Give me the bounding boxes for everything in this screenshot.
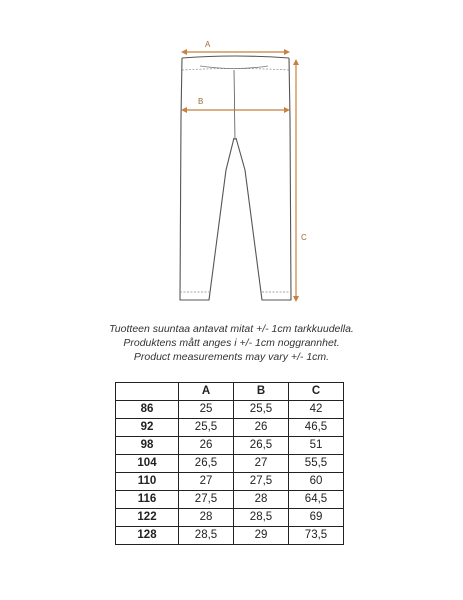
size-cell: 86 bbox=[116, 401, 179, 419]
value-c-cell: 51 bbox=[289, 437, 344, 455]
measure-c bbox=[293, 59, 299, 302]
table-header-row bbox=[116, 383, 344, 401]
label-c: C bbox=[301, 233, 307, 242]
value-c-cell: 73,5 bbox=[289, 527, 344, 545]
value-b-cell: 27,5 bbox=[234, 473, 289, 491]
size-table bbox=[115, 382, 344, 545]
value-c-cell: 42 bbox=[289, 401, 344, 419]
value-a-cell: 27,5 bbox=[179, 491, 234, 509]
header-c: C bbox=[289, 383, 344, 401]
value-a-cell: 28 bbox=[179, 509, 234, 527]
value-b-cell: 26 bbox=[234, 419, 289, 437]
size-cell: 98 bbox=[116, 437, 179, 455]
label-a: A bbox=[205, 40, 211, 49]
value-c-cell: 60 bbox=[289, 473, 344, 491]
table-row bbox=[116, 527, 344, 545]
table-row bbox=[116, 509, 344, 527]
value-b-cell: 26,5 bbox=[234, 437, 289, 455]
value-a-cell: 26 bbox=[179, 437, 234, 455]
table-row bbox=[116, 419, 344, 437]
value-a-cell: 25 bbox=[179, 401, 234, 419]
value-c-cell: 69 bbox=[289, 509, 344, 527]
value-b-cell: 27 bbox=[234, 455, 289, 473]
note-english: Product measurements may vary +/- 1cm. bbox=[133, 351, 330, 363]
size-table-wrap bbox=[115, 382, 344, 545]
leggings-outline bbox=[180, 56, 291, 300]
size-cell: 92 bbox=[116, 419, 179, 437]
value-b-cell: 29 bbox=[234, 527, 289, 545]
size-cell: 116 bbox=[116, 491, 179, 509]
label-b: B bbox=[198, 97, 204, 106]
measure-a bbox=[181, 49, 290, 55]
value-a-cell: 27 bbox=[179, 473, 234, 491]
size-cell: 110 bbox=[116, 473, 179, 491]
size-cell: 122 bbox=[116, 509, 179, 527]
table-row bbox=[116, 455, 344, 473]
value-c-cell: 46,5 bbox=[289, 419, 344, 437]
value-c-cell: 55,5 bbox=[289, 455, 344, 473]
table-row bbox=[116, 491, 344, 509]
note-swedish: Produktens mått anges i +/- 1cm noggrannhet. bbox=[123, 337, 340, 349]
value-a-cell: 26,5 bbox=[179, 455, 234, 473]
table-row bbox=[116, 437, 344, 455]
table-row bbox=[116, 473, 344, 491]
header-a: A bbox=[179, 383, 234, 401]
value-b-cell: 28,5 bbox=[234, 509, 289, 527]
note-finnish: Tuotteen suuntaa antavat mitat +/- 1cm tarkkuudella. bbox=[109, 323, 354, 335]
size-cell: 128 bbox=[116, 527, 179, 545]
header-corner bbox=[116, 383, 179, 401]
value-a-cell: 28,5 bbox=[179, 527, 234, 545]
value-b-cell: 28 bbox=[234, 491, 289, 509]
value-c-cell: 64,5 bbox=[289, 491, 344, 509]
table-row bbox=[116, 401, 344, 419]
measurement-note bbox=[0, 322, 463, 364]
size-cell: 104 bbox=[116, 455, 179, 473]
value-b-cell: 25,5 bbox=[234, 401, 289, 419]
value-a-cell: 25,5 bbox=[179, 419, 234, 437]
header-b: B bbox=[234, 383, 289, 401]
measure-b bbox=[181, 107, 290, 113]
